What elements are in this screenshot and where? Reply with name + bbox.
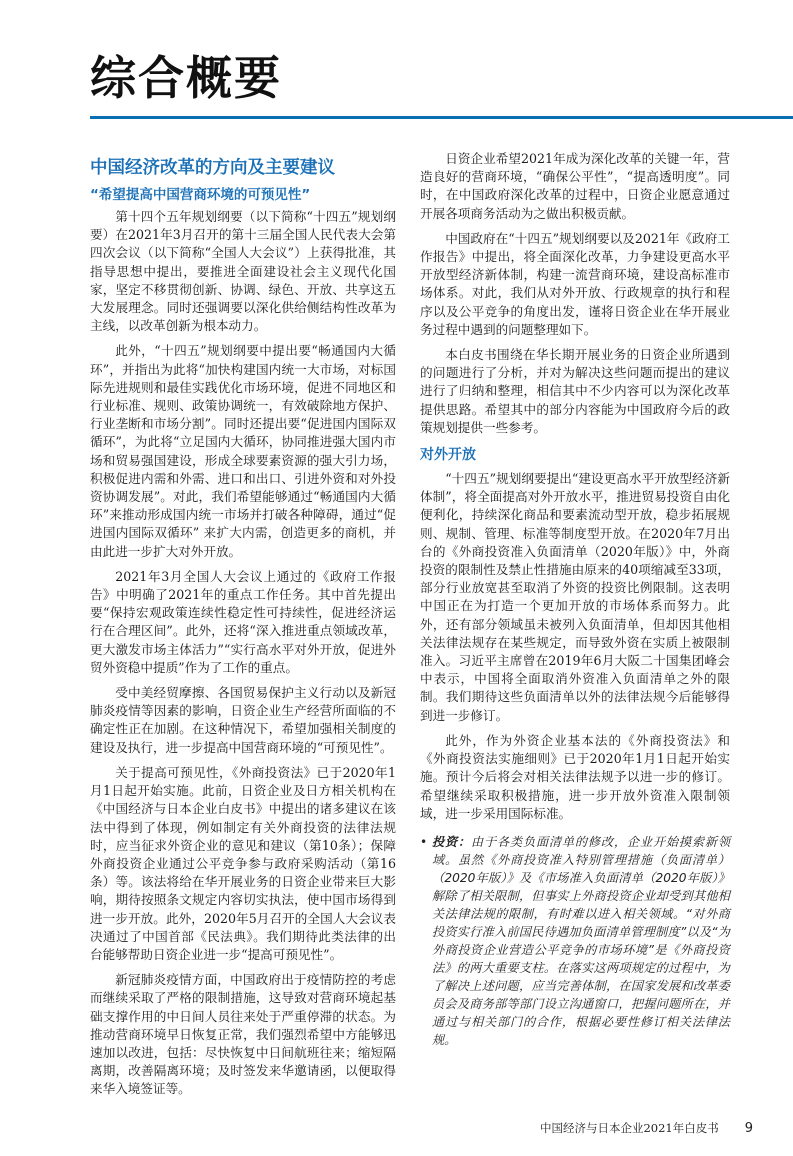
- paragraph: 受中美经贸摩擦、各国贸易保护主义行动以及新冠肺炎疫情等因素的影响，日资企业生产经营所面临的不确定性正在加剧。在这种情况下，希望加强相关制度的建设及执行，进一步提高中国营商环境的“可预见性”。: [90, 685, 396, 755]
- paragraph: 第十四个五年规划纲要（以下简称“十四五”规划纲要）在2021年3月召开的第十三届全国人民代表大会第四次会议（以下简称“全国人大会议”）上获得批准，其指导思想中提出，要推进全面建设社会主义现代化国家，坚定不移贯彻创新、协调、绿色、开放、共享这五大发展理念。同时还强调要以深化供给侧结构性改革为主线，以改革创新为根本动力。: [90, 209, 396, 334]
- bullet-label: 投资：: [432, 834, 471, 849]
- bullet-text: 由于各类负面清单的修改，企业开始摸索新领域。虽然《外商投资准入特别管理措施（负面清单）（2020年版）》及《市场准入负面清单（2020年版）》解除了相关限制，但事实上外商投资企业却受到其他相关法律法规的限制，有时难以进入相关领域。“对外商投资实行准入前国民待遇加负面清单管理制度”以及“为外商投资企业营造公平竞争的市场环境”是《外商投资法》的两大重要支柱。在落实这两项规定的过程中，为了解决上述问题，应当完善体制，在国家发展和改革委员会及商务部等部门设立沟通窗口，把握问题所在，并通过与相关部门的合作，根据必要性修订相关法律法规。: [432, 834, 731, 1047]
- subheading: “希望提高中国营商环境的可预见性”: [90, 187, 311, 203]
- left-column: [90, 150, 396, 1106]
- page-number: 9: [744, 1120, 753, 1136]
- paragraph: 此外，作为外资企业基本法的《外商投资法》和《外商投资法实施细则》已于2020年1月1日起开始实施。预计今后将会对相关法律法规予以进一步的修订。希望继续采取积极措施，进一步开放外资准入限制领域，进一步采用国际标准。: [420, 732, 730, 821]
- paragraph: “十四五”规划纲要提出“建设更高水平开放型经济新体制”，将全面提高对外开放水平，推进贸易投资自由化便利化，持续深化商品和要素流动型开放，稳步拓展规则、规制、管理、标准等制度型开放。在2020年7月出台的《外商投资准入负面清单（2020年版）》中，外商投资的限制性及禁止性措施由原来的40项缩减至33项，部分行业放宽甚至取消了外资的投资比例限制。这表明中国正在为打造一个更加开放的市场体系而努力。此外，还有部分领域虽未被列入负面清单，但却因其他相关法律法规存在某些规定，而导致外资在实质上被限制准入。习近平主席曾在2019年6月大阪二十国集团峰会中表示，中国将全面取消外资准入负面清单之外的限制。我们期待这些负面清单以外的法律法规今后能够得到进一步修订。: [420, 471, 730, 723]
- paragraph: 新冠肺炎疫情方面，中国政府出于疫情防控的考虑而继续采取了严格的限制措施，这导致对营商环境起基础支撑作用的中日间人员往来处于严重停滞的状态。为推动营商环境早日恢复正常，我们强烈希望中方能够迅速加以改进，包括：尽快恢复中日间航班往来；缩短隔离期，改善隔离环境；及时签发来华邀请函，以便取得来华入境签证等。: [90, 972, 396, 1097]
- page-header: [0, 0, 793, 150]
- page-footer: [0, 1106, 793, 1156]
- section-heading: 中国经济改革的方向及主要建议: [90, 158, 335, 178]
- page-title: 综合概要: [90, 51, 282, 105]
- section-heading-opening-up: 对外开放: [420, 447, 476, 464]
- paragraph: 2021年3月全国人大会议上通过的《政府工作报告》中明确了2021年的重点工作任务。其中首先提出要“保持宏观政策连续性稳定性可持续性，促进经济运行在合理区间”。此外，还将“深入推进重点领域改革，更大激发市场主体活力”“实行高水平对外开放，促进外贸外资稳中提质”作为了工作的重点。: [90, 568, 396, 675]
- content-columns: [0, 150, 793, 1106]
- paragraph: 日资企业希望2021年成为深化改革的关键一年，营造良好的营商环境，“确保公平性”，“提高透明度”。同时，在中国政府深化改革的过程中，日资企业愿意通过开展各项商务活动为之做出积极贡献。: [420, 151, 730, 221]
- paragraph: 关于提高可预见性，《外商投资法》已于2020年1月1日起开始实施。此前，日资企业及日方相关机构在《中国经济与日本企业白皮书》中提出的诸多建议在该法中得到了体现，例如制定有关外商投资的法律法规时，应当征求外资企业的意见和建议（第10条）；保障外商投资企业通过公平竞争参与政府采购活动（第16条）等。该法将给在华开展业务的日资企业带来巨大影响，期待按照条文规定内容切实执法，使中国市场得到进一步开放。此外，2020年5月召开的全国人大会议表决通过了中国首部《民法典》。我们期待此类法律的出台能够帮助日资企业进一步“提高可预见性”。: [90, 764, 396, 962]
- title-divider: [90, 116, 793, 119]
- right-column: [420, 150, 730, 1049]
- paragraph: 中国政府在“十四五”规划纲要以及2021年《政府工作报告》中提出，将全面深化改革，力争建设更高水平开放型经济新体制，构建一流营商环境，建设高标准市场体系。对此，我们从对外开放、行政规章的执行和程序以及公平竞争的角度出发，谨将日资企业在华开展业务过程中遇到的问题整理如下。: [420, 230, 730, 337]
- bullet-body: [432, 833, 730, 1049]
- paragraph: 此外，“十四五”规划纲要中提出要“畅通国内大循环”，并指出为此将“加快构建国内统一大市场，对标国际先进规则和最佳实践优化市场环境，促进不同地区和行业标准、规则、政策协调统一，有效破除地方保护、行业垄断和市场分割”。同时还提出要“促进国内国际双循环”，为此将“立足国内大循环，协同推进强大国内市场和贸易强国建设，形成全球要素资源的强大引力场，积极促进内需和外需、进口和出口、引进外资和对外投资协调发展”。对此，我们希望能够通过“畅通国内大循环”来推动形成国内统一市场并打破各种障碍，通过“促进国内国际双循环” 来扩大内需，创造更多的商机，并由此进一步扩大对外开放。: [90, 343, 396, 559]
- bullet-item-investment: [420, 833, 730, 1049]
- paragraph: 本白皮书围绕在华长期开展业务的日资企业所遇到的问题进行了分析，并对为解决这些问题而提出的建议进行了归纳和整理，相信其中不少内容可以为深化改革提供思路。希望其中的部分内容能为中国政府今后的政策规划提供一些参考。: [420, 347, 730, 435]
- bullet-icon: •: [420, 834, 428, 849]
- footer-publication: 中国经济与日本企业2021年白皮书: [539, 1120, 719, 1135]
